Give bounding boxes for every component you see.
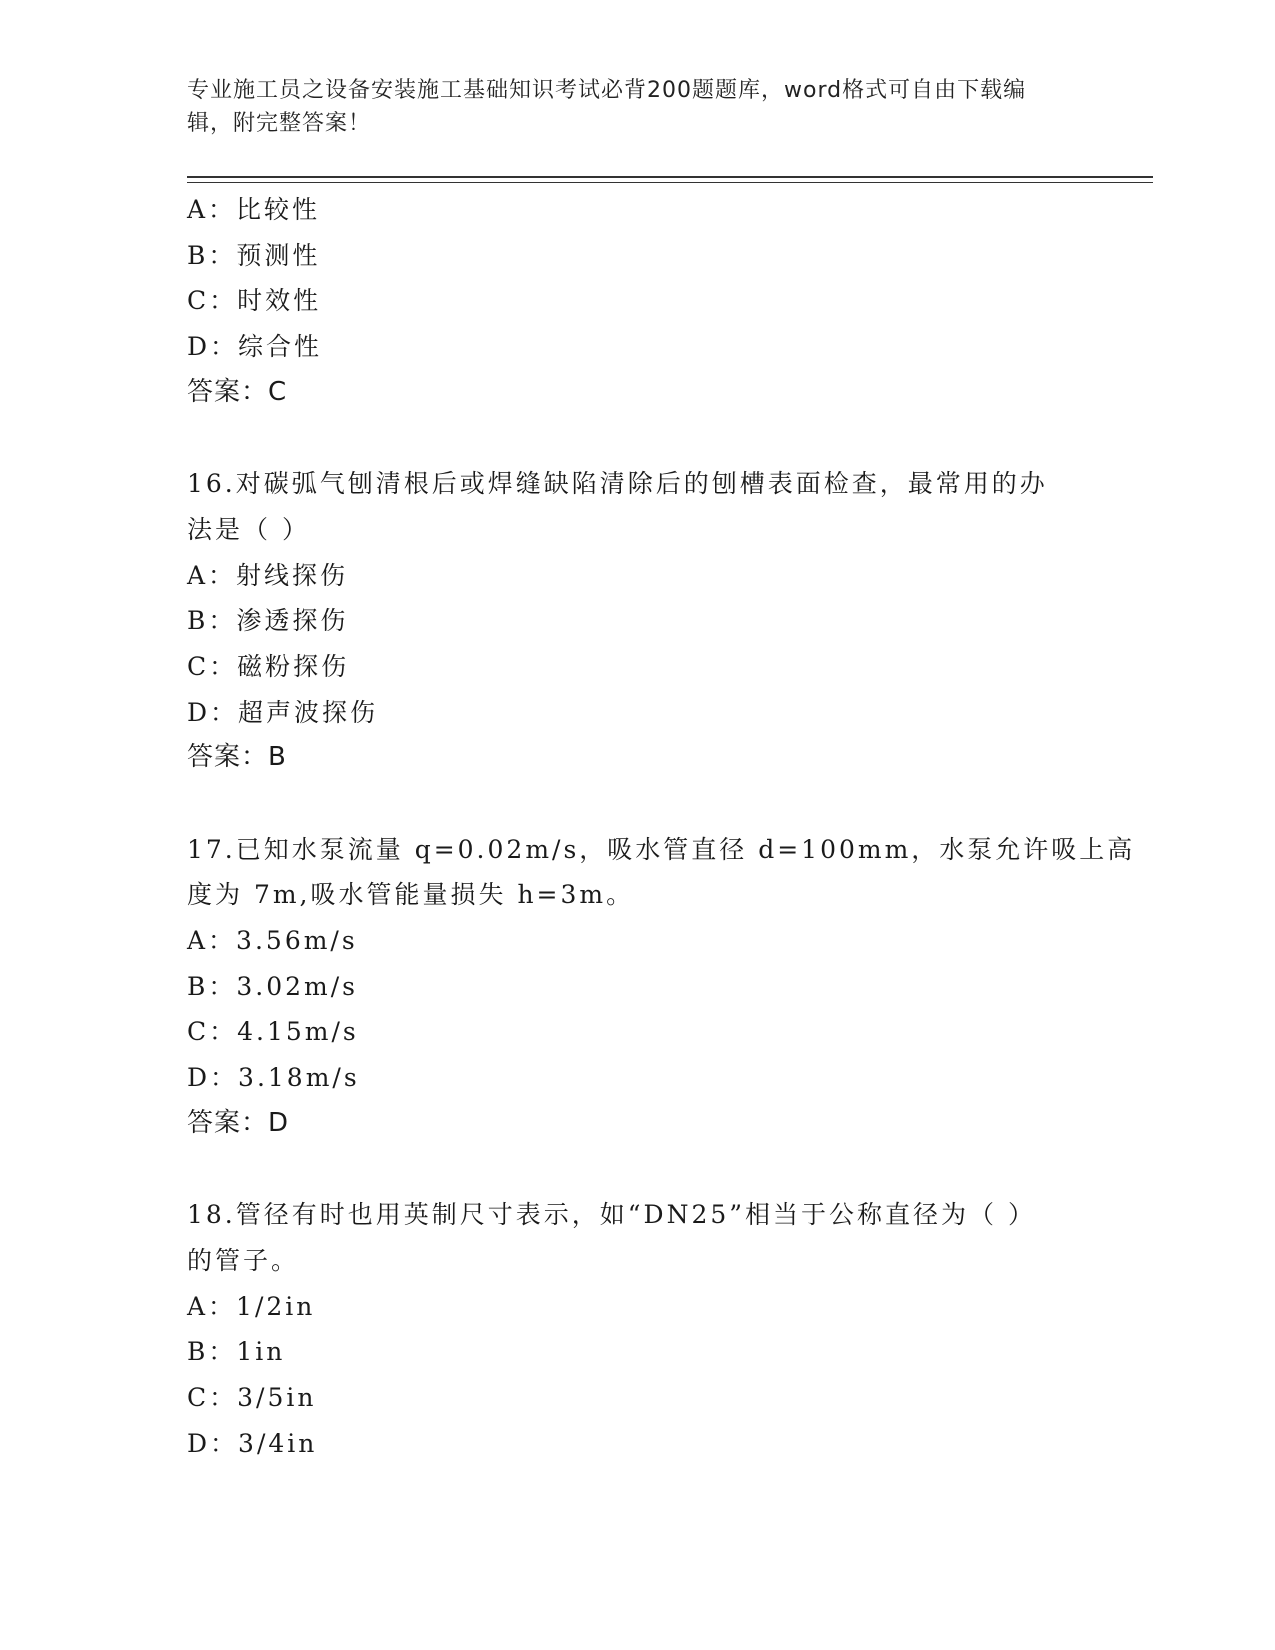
option-a: A：射线探伤 xyxy=(187,560,349,590)
question-stem-continued: 法是（ ） xyxy=(187,514,310,544)
option-d: D：综合性 xyxy=(187,332,323,362)
option-c: C：4.15m/s xyxy=(187,1017,359,1047)
option-b: B：3.02m/s xyxy=(187,971,358,1001)
option-d: D：3.18m/s xyxy=(187,1063,360,1093)
question-15 xyxy=(187,187,1087,415)
header-divider-thin xyxy=(187,182,1153,183)
question-stem-continued: 度为 7m,吸水管能量损失 h=3m。 xyxy=(187,880,635,910)
question-stem: 16.对碳弧气刨清根后或焊缝缺陷清除后的刨槽表面检查，最常用的办 xyxy=(187,469,1048,499)
question-16 xyxy=(187,461,1087,781)
option-d: D：超声波探伤 xyxy=(187,697,379,727)
option-b: B：渗透探伤 xyxy=(187,606,349,636)
answer-line: 答案：B xyxy=(187,742,287,773)
option-b: B：预测性 xyxy=(187,240,321,270)
answer-line: 答案：C xyxy=(187,376,288,407)
option-a: A：3.56m/s xyxy=(187,926,358,955)
option-c: C：时效性 xyxy=(187,286,322,316)
question-stem: 18.管径有时也用英制尺寸表示，如“DN25”相当于公称直径为（ ） xyxy=(187,1200,1036,1230)
question-18 xyxy=(187,1192,1087,1466)
answer-line: 答案：D xyxy=(187,1107,290,1138)
question-spacer xyxy=(187,781,1087,827)
option-a: A：比较性 xyxy=(187,195,321,224)
question-spacer xyxy=(187,415,1087,461)
option-c: C：磁粉探伤 xyxy=(187,651,350,681)
question-stem: 17.已知水泵流量 q=0.02m/s，吸水管直径 d=100mm，水泵允许吸上高 xyxy=(187,834,1136,864)
question-stem-continued: 的管子。 xyxy=(187,1245,300,1275)
question-17 xyxy=(187,827,1136,1147)
question-spacer xyxy=(187,1146,1087,1192)
question-list xyxy=(187,187,1136,1466)
document-header: 专业施工员之设备安装施工基础知识考试必背200题题库，word格式可自由下载编辑，附完整答案！ xyxy=(187,78,1027,136)
header-divider-thick xyxy=(187,176,1153,178)
option-d: D：3/4in xyxy=(187,1428,318,1458)
option-a: A：1/2in xyxy=(187,1291,316,1321)
option-b: B：1in xyxy=(187,1337,286,1367)
option-c: C：3/5in xyxy=(187,1382,317,1412)
